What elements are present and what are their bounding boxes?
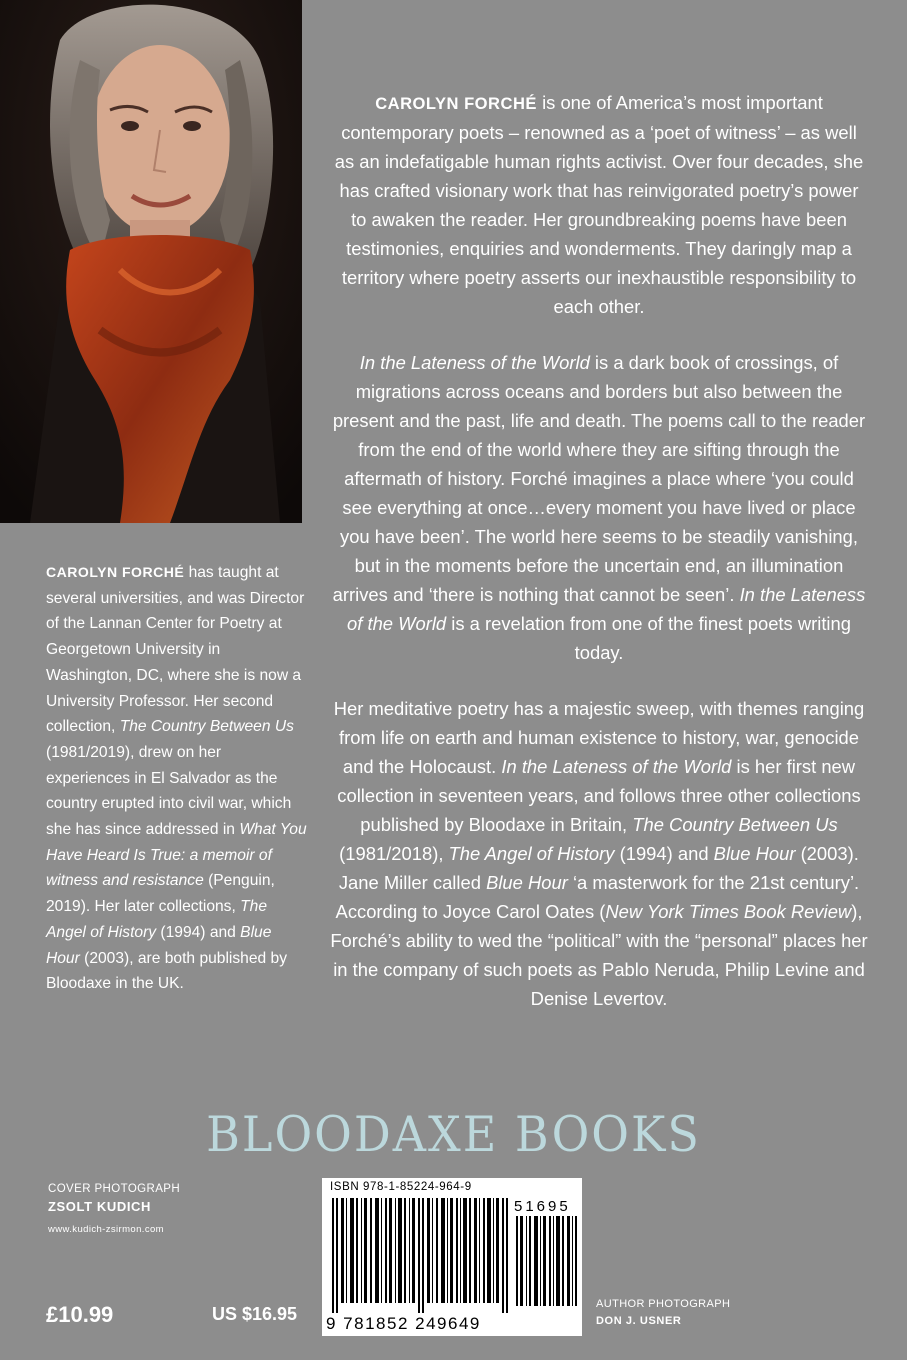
author-photo (0, 0, 302, 523)
bio-title-3: The Angel of History (46, 898, 268, 941)
blurb-p2-title: In the Lateness of the World (359, 352, 590, 373)
price-addon-code: 51695 (514, 1198, 571, 1215)
author-portrait-icon (0, 0, 302, 523)
bio-text-5: (2003), are both published by Bloodaxe in the UK. (46, 949, 288, 993)
bio-text-2: (1981/2019), drew on her experiences in El Salvador as the country erupted into civil war, which she has since addressed in (46, 743, 292, 839)
author-bio-text (46, 560, 308, 997)
blurb-p2-text-2: is a revelation from one of the finest poets writing today. (446, 613, 851, 663)
blurb-p3-title-4: Blue Hour (713, 843, 796, 864)
blurb-p3-text-3: (1981/2018), (339, 843, 449, 864)
blurb-p3-text-4: (1994) and (614, 843, 714, 864)
book-blurb (330, 88, 868, 1040)
price-us: US $16.95 (212, 1304, 298, 1324)
cover-credit-name: ZSOLT KUDICH (48, 1199, 152, 1214)
cover-credit-url: www.kudich-zsirmon.com (48, 1224, 164, 1235)
blurb-paragraph-3 (330, 694, 868, 1013)
blurb-p3-title-6: New York Times Book Review (605, 901, 852, 922)
bio-title-4: Blue Hour (46, 923, 272, 967)
cover-credit-label: COVER PHOTOGRAPH (48, 1183, 181, 1195)
blurb-paragraph-1 (330, 88, 868, 321)
addon-barcode-icon (516, 1216, 578, 1306)
author-photo-credit (596, 1296, 730, 1330)
blurb-p3-title-5: Blue Hour (486, 872, 568, 893)
author-bio (46, 560, 308, 997)
bio-text-3: (Penguin, 2019). Her later collections, (46, 872, 275, 916)
publisher-logo: BLOODAXE BOOKS (206, 1105, 701, 1163)
blurb-p3-text-6: ‘a masterwork for the 21st century’. According to Joyce Carol Oates ( (335, 872, 860, 922)
barcode (322, 1178, 582, 1336)
blurb-p3-text-1: Her meditative poetry has a majestic sweep, with themes ranging from life on earth and human existence to history, war, genocide and the Holocaust. (333, 698, 865, 777)
ean-digits: 9 781852 249649 (326, 1314, 481, 1333)
blurb-p3-text-2: is her first new collection in seventeen years, and follows three other collections published by Bloodaxe in Britain, (337, 756, 861, 835)
bio-title-1: The Country Between Us (119, 718, 294, 736)
bio-text-4: (1994) and (156, 923, 241, 941)
blurb-p3-title-3: The Angel of History (448, 843, 615, 864)
blurb-paragraph-2 (330, 348, 868, 667)
ean-barcode-icon (332, 1198, 512, 1313)
blurb-p2-text-1: is a dark book of crossings, of migrations across oceans and borders but also between the present and the past, life and death. The poems call to the reader from the end of the world where they are sifting through the aftermath of history. Forché imagines a place where ‘you could see everything at once…every moment you have lived or place you have been’. The world here seems to be steadily vanishing, but in the moments before the uncertain end, an illumination arrives and ‘there is nothing that cannot be seen’. (332, 352, 866, 605)
cover-photo-credit (48, 1180, 180, 1239)
blurb-p3-text-7: ), Forché’s ability to wed the “political” with the “personal” places her in the company of such poets as Pablo Neruda, Philip Levine and Denise Levertov. (330, 901, 868, 1009)
isbn-label: ISBN 978-1-85224-964-9 (330, 1181, 472, 1193)
bio-text-1: has taught at several universities, and was Director of the Lannan Center for Poetry at Georgetown University in Washington, DC, where she is now a University Professor. Her second collection, (46, 564, 305, 736)
blurb-p3-text-5: (2003). Jane Miller called (338, 843, 859, 893)
author-credit-name: DON J. USNER (596, 1315, 682, 1327)
blurb-author-name: CAROLYN FORCHÉ (375, 94, 537, 113)
bio-title-2: What You Have Heard Is True: a memoir of witness and resistance (46, 821, 307, 890)
blurb-p2-title-2: In the Lateness of the World (347, 584, 866, 634)
bio-author-name: CAROLYN FORCHÉ (46, 564, 185, 580)
author-credit-label: AUTHOR PHOTOGRAPH (596, 1298, 731, 1310)
blurb-p1-text: is one of America’s most important contemporary poets – renowned as a ‘poet of witness’ – as well as an indefatigable human rights activist. Over four decades, she has crafted visionary work that has reinvigorated poetry’s power to awaken the reader. Her groundbreaking poems have been testimonies, enquiries and wonderments. They daringly map a territory where poetry asserts our inexhaustible responsibility to each other. (334, 92, 864, 317)
blurb-p3-title-2: The Country Between Us (632, 814, 838, 835)
price-uk: £10.99 (46, 1302, 114, 1327)
blurb-p3-title-1: In the Lateness of the World (501, 756, 732, 777)
